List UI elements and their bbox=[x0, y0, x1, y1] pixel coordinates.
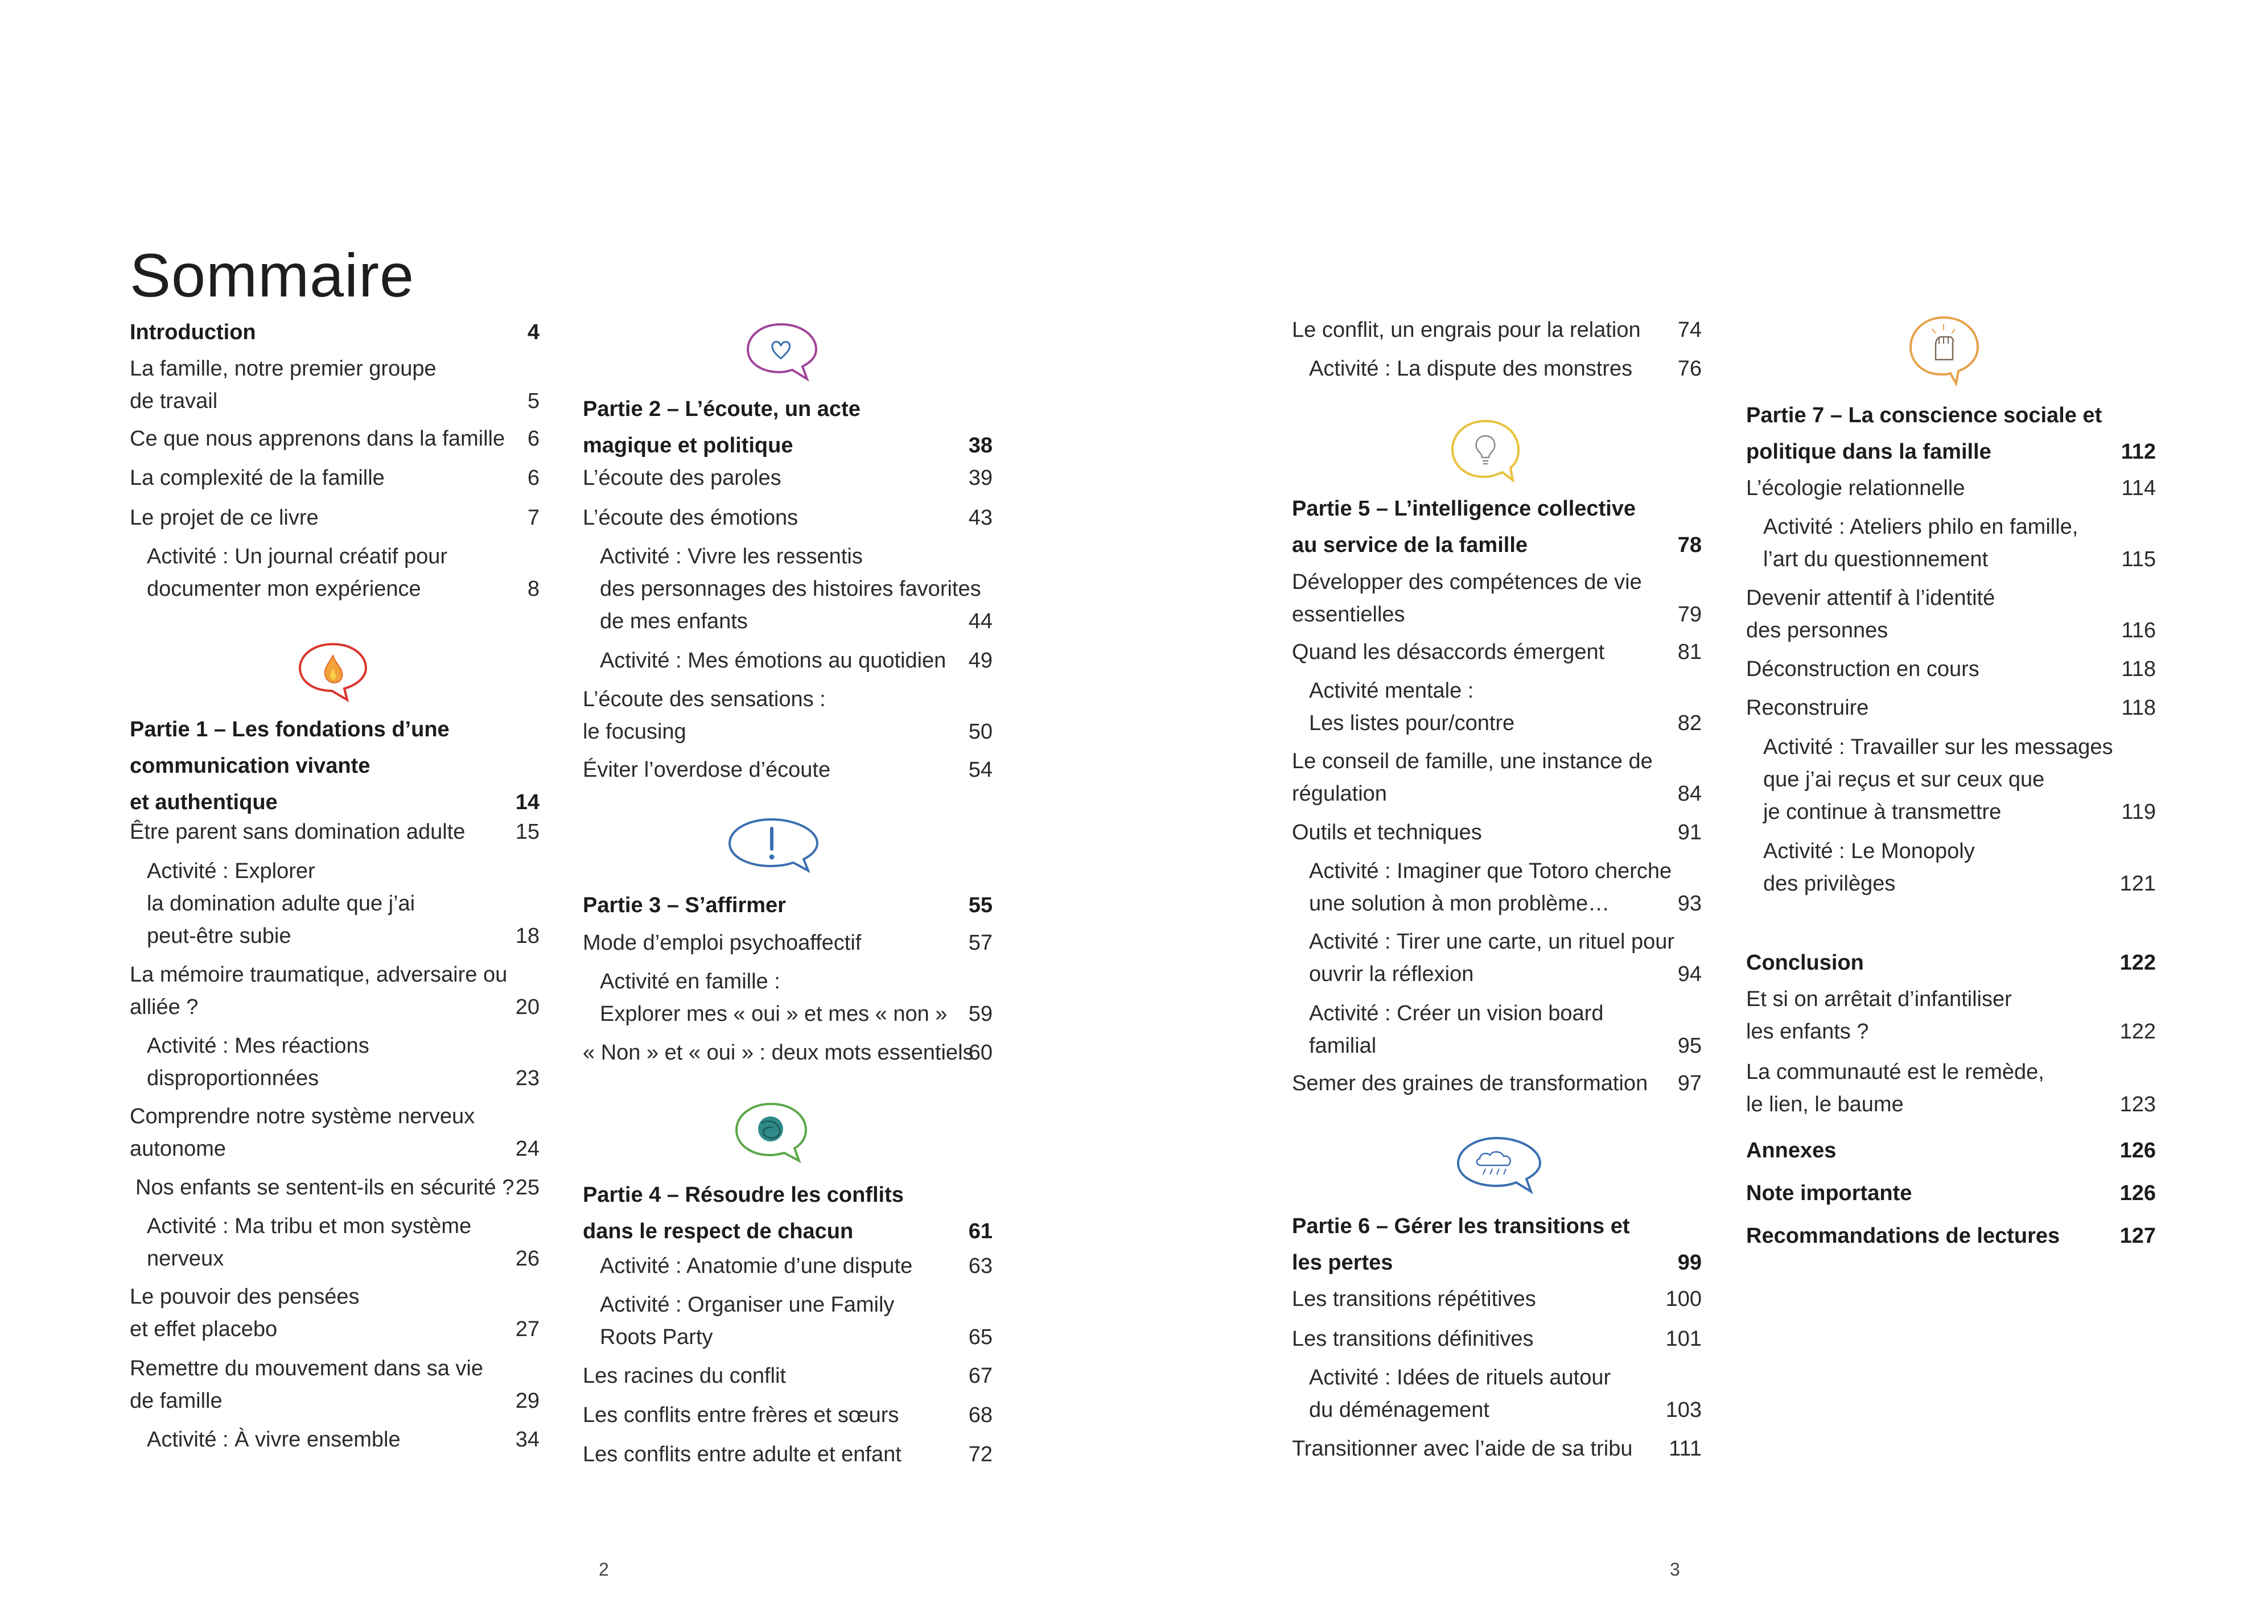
toc-entry-text: les pertes bbox=[1292, 1251, 1393, 1275]
toc-entry-text: L’écoute des émotions bbox=[583, 506, 798, 530]
toc-page-number: 14 bbox=[515, 790, 540, 814]
toc-page-number: 23 bbox=[515, 1066, 540, 1090]
toc-entry-text: Les transitions répétitives bbox=[1292, 1287, 1536, 1311]
toc-entry-text: le focusing bbox=[583, 720, 686, 744]
toc-entry-text: Développer des compétences de vie bbox=[1292, 570, 1642, 594]
toc-entry-text: Roots Party bbox=[600, 1325, 713, 1349]
toc-page-number: 91 bbox=[1677, 821, 1702, 844]
scribble-speech-bubble-icon bbox=[728, 1098, 814, 1167]
toc-activity-entry[interactable] bbox=[1292, 675, 1702, 740]
toc-entry[interactable] bbox=[583, 1438, 993, 1471]
toc-entry-text: Activité : Explorer bbox=[147, 859, 315, 883]
toc-entry-text: Activité : Ateliers philo en famille, bbox=[1763, 515, 2078, 539]
toc-section-heading[interactable] bbox=[130, 314, 540, 351]
toc-entry-text: peut-être subie bbox=[147, 924, 291, 948]
toc-activity-entry[interactable] bbox=[130, 855, 540, 953]
toc-activity-entry[interactable] bbox=[1292, 353, 1702, 385]
toc-entry-text: L’écoute des paroles bbox=[583, 466, 781, 490]
toc-page-number: 27 bbox=[515, 1317, 540, 1341]
toc-entry-text: documenter mon expérience bbox=[147, 577, 421, 601]
toc-page-number: 93 bbox=[1677, 892, 1702, 916]
toc-entry[interactable] bbox=[583, 683, 993, 748]
toc-entry-text: Devenir attentif à l’identité bbox=[1746, 586, 1995, 610]
toc-entry-text: Introduction bbox=[130, 320, 256, 344]
toc-activity-entry[interactable] bbox=[1292, 1362, 1702, 1427]
toc-page-number: 5 bbox=[527, 389, 540, 413]
toc-entry-text: Les transitions définitives bbox=[1292, 1327, 1534, 1351]
toc-page-number: 118 bbox=[2121, 696, 2156, 720]
toc-page-number: 97 bbox=[1677, 1071, 1702, 1095]
toc-page-number: 6 bbox=[527, 427, 540, 451]
toc-entry[interactable] bbox=[130, 1100, 540, 1165]
toc-entry[interactable] bbox=[583, 502, 993, 534]
toc-entry-text: autonome bbox=[130, 1137, 227, 1161]
toc-entry-text: Activité : Vivre les ressentis bbox=[600, 545, 863, 568]
toc-page-number: 99 bbox=[1677, 1251, 1702, 1275]
toc-entry-text: de travail bbox=[130, 389, 218, 413]
toc-entry-text: Activité : Anatomie d’une dispute bbox=[600, 1254, 913, 1278]
toc-entry-text: des privilèges bbox=[1763, 872, 1896, 896]
toc-entry-text: au service de la famille bbox=[1292, 533, 1528, 557]
toc-page-number: 122 bbox=[2119, 951, 2156, 975]
toc-entry[interactable] bbox=[130, 816, 540, 848]
toc-activity-entry[interactable] bbox=[130, 1424, 540, 1456]
toc-entry-text: de famille bbox=[130, 1389, 223, 1413]
toc-entry-text: Comprendre notre système nerveux bbox=[130, 1104, 475, 1128]
toc-entry-text: Activité : Mes réactions bbox=[147, 1034, 369, 1058]
toc-entry[interactable] bbox=[1292, 314, 1702, 347]
toc-entry-text: Partie 2 – L’écoute, un acte bbox=[583, 397, 861, 421]
toc-entry[interactable] bbox=[1292, 1283, 1702, 1316]
toc-entry-text: La mémoire traumatique, adversaire ou bbox=[130, 963, 508, 987]
toc-entry-text: du déménagement bbox=[1309, 1398, 1489, 1422]
toc-entry-text: une solution à mon problème… bbox=[1309, 892, 1610, 916]
toc-entry-text: Activité : Ma tribu et mon système bbox=[147, 1214, 472, 1238]
toc-entry-text: Partie 3 – S’affirmer bbox=[583, 893, 786, 917]
toc-entry[interactable] bbox=[1292, 1433, 1702, 1465]
toc-page-number: 68 bbox=[968, 1403, 993, 1427]
toc-entry-text: Activité mentale : bbox=[1309, 679, 1474, 703]
toc-entry[interactable] bbox=[130, 502, 540, 534]
toc-page-number: 65 bbox=[968, 1325, 993, 1349]
toc-entry[interactable] bbox=[583, 1037, 993, 1069]
toc-entry-text: Activité : Créer un vision board bbox=[1309, 1001, 1604, 1025]
toc-entry-text: de mes enfants bbox=[600, 609, 748, 633]
toc-entry[interactable] bbox=[1746, 692, 2156, 724]
toc-entry[interactable] bbox=[583, 462, 993, 494]
toc-page-number: 114 bbox=[2121, 476, 2156, 500]
toc-entry[interactable] bbox=[583, 1360, 993, 1392]
toc-entry-text: Reconstruire bbox=[1746, 696, 1869, 720]
toc-entry[interactable] bbox=[583, 927, 993, 959]
heart-speech-bubble-icon bbox=[740, 319, 825, 384]
toc-page-number: 29 bbox=[515, 1389, 540, 1413]
toc-activity-entry[interactable] bbox=[1292, 926, 1702, 991]
toc-entry[interactable] bbox=[583, 754, 993, 786]
toc-entry-text: Activité en famille : bbox=[600, 970, 780, 994]
toc-entry-text: Les racines du conflit bbox=[583, 1364, 786, 1388]
toc-entry[interactable] bbox=[1292, 566, 1702, 631]
toc-page-number: 79 bbox=[1677, 603, 1702, 626]
toc-entry-text: des personnages des histoires favorites bbox=[600, 577, 981, 601]
toc-activity-entry[interactable] bbox=[583, 541, 993, 638]
toc-page-number: 57 bbox=[968, 931, 993, 955]
toc-page-number: 126 bbox=[2119, 1139, 2156, 1163]
toc-entry-text: Recommandations de lectures bbox=[1746, 1224, 2060, 1248]
toc-section-heading[interactable] bbox=[583, 391, 993, 464]
toc-entry[interactable] bbox=[1292, 745, 1702, 810]
toc-entry[interactable] bbox=[130, 1172, 540, 1204]
toc-page-number: 6 bbox=[527, 466, 540, 490]
toc-entry-text: des personnes bbox=[1746, 619, 1888, 642]
toc-section-heading[interactable] bbox=[583, 887, 993, 924]
toc-page-number: 39 bbox=[968, 466, 993, 490]
toc-entry-text: Remettre du mouvement dans sa vie bbox=[130, 1357, 483, 1380]
toc-entry-text: Activité : La dispute des monstres bbox=[1309, 357, 1633, 381]
toc-entry-text: Activité : Imaginer que Totoro cherche bbox=[1309, 859, 1672, 883]
toc-entry[interactable] bbox=[1292, 1067, 1702, 1100]
toc-page-number: 61 bbox=[968, 1219, 993, 1243]
toc-page-number: 67 bbox=[968, 1364, 993, 1388]
toc-entry-text: alliée ? bbox=[130, 995, 199, 1019]
toc-entry-text: Le conseil de famille, une instance de bbox=[1292, 749, 1653, 773]
toc-entry-text: l’art du questionnement bbox=[1763, 547, 1989, 571]
toc-entry-text: Activité : Travailler sur les messages bbox=[1763, 735, 2113, 759]
toc-page-number: 122 bbox=[2119, 1020, 2156, 1044]
toc-page-number: 115 bbox=[2121, 547, 2156, 571]
toc-section-heading[interactable] bbox=[1746, 397, 2156, 470]
toc-entry-text: Conclusion bbox=[1746, 951, 1864, 975]
toc-page-number: 82 bbox=[1677, 711, 1702, 735]
toc-entry-text: Explorer mes « oui » et mes « non » bbox=[600, 1002, 948, 1026]
toc-page-number: 49 bbox=[968, 649, 993, 673]
toc-activity-entry[interactable] bbox=[1746, 511, 2156, 576]
fist-speech-bubble-icon bbox=[1904, 312, 1986, 386]
toc-entry-text: Activité : Tirer une carte, un rituel pour bbox=[1309, 930, 1675, 954]
raincloud-speech-bubble-icon bbox=[1451, 1132, 1548, 1198]
toc-entry-text: dans le respect de chacun bbox=[583, 1219, 854, 1243]
toc-entry[interactable] bbox=[1746, 472, 2156, 505]
toc-activity-entry[interactable] bbox=[583, 1289, 993, 1354]
toc-entry[interactable] bbox=[130, 959, 540, 1024]
toc-page-number: 54 bbox=[968, 758, 993, 782]
toc-entry-text: Nos enfants se sentent-ils en sécurité ? bbox=[135, 1176, 514, 1200]
toc-page-number: 7 bbox=[527, 506, 540, 530]
toc-page-number: 26 bbox=[515, 1247, 540, 1271]
toc-page-number: 81 bbox=[1677, 640, 1702, 664]
toc-page-number: 20 bbox=[515, 995, 540, 1019]
toc-entry-text: nerveux bbox=[147, 1247, 224, 1271]
toc-section-heading[interactable] bbox=[1746, 1175, 2156, 1211]
toc-page-number: 38 bbox=[968, 434, 993, 457]
toc-entry-text: Ce que nous apprenons dans la famille bbox=[130, 427, 505, 451]
toc-page-number: 76 bbox=[1677, 357, 1702, 381]
toc-entry-text: Mode d’emploi psychoaffectif bbox=[583, 931, 862, 955]
exclamation-speech-bubble-icon bbox=[723, 814, 825, 876]
toc-entry-text: et effet placebo bbox=[130, 1317, 278, 1341]
toc-page-number: 78 bbox=[1677, 533, 1702, 557]
toc-activity-entry[interactable] bbox=[1746, 835, 2156, 900]
toc-entry-text: Être parent sans domination adulte bbox=[130, 820, 466, 844]
toc-entry-text: magique et politique bbox=[583, 434, 793, 457]
toc-entry-text: et authentique bbox=[130, 790, 278, 814]
toc-entry-text: Partie 1 – Les fondations d’une bbox=[130, 718, 450, 741]
toc-page-number: 15 bbox=[515, 820, 540, 844]
toc-section-heading[interactable] bbox=[583, 1177, 993, 1250]
toc-entry[interactable] bbox=[130, 423, 540, 455]
flame-speech-bubble-icon bbox=[293, 638, 373, 704]
toc-entry-text: Note importante bbox=[1746, 1181, 1912, 1205]
toc-page-number: 103 bbox=[1665, 1398, 1702, 1422]
toc-entry-text: ouvrir la réflexion bbox=[1309, 962, 1474, 986]
toc-entry-text: La complexité de la famille bbox=[130, 466, 385, 490]
page-number-right: 3 bbox=[1670, 1559, 1680, 1580]
toc-entry[interactable] bbox=[1746, 1056, 2156, 1121]
toc-page-number: 116 bbox=[2121, 619, 2156, 642]
toc-entry-text: Partie 6 – Gérer les transitions et bbox=[1292, 1214, 1630, 1238]
toc-section-heading[interactable] bbox=[1746, 1132, 2156, 1169]
toc-page-number: 123 bbox=[2119, 1093, 2156, 1116]
toc-entry[interactable] bbox=[1292, 1323, 1702, 1355]
toc-entry[interactable] bbox=[1746, 653, 2156, 686]
toc-entry-text: L’écologie relationnelle bbox=[1746, 476, 1965, 500]
page-number-left: 2 bbox=[599, 1559, 609, 1580]
toc-entry-text: La famille, notre premier groupe bbox=[130, 357, 437, 381]
toc-section-heading[interactable] bbox=[130, 711, 540, 821]
toc-activity-entry[interactable] bbox=[583, 645, 993, 677]
toc-entry-text: la domination adulte que j’ai bbox=[147, 892, 415, 916]
toc-page-number: 50 bbox=[968, 720, 993, 744]
toc-entry-text: Activité : Le Monopoly bbox=[1763, 839, 1975, 863]
toc-entry-text: « Non » et « oui » : deux mots essentiels bbox=[583, 1041, 974, 1065]
toc-page-number: 111 bbox=[1669, 1437, 1702, 1461]
toc-activity-entry[interactable] bbox=[1292, 855, 1702, 920]
toc-activity-entry[interactable] bbox=[1292, 998, 1702, 1062]
toc-entry-text: que j’ai reçus et sur ceux que bbox=[1763, 768, 2045, 792]
toc-activity-entry[interactable] bbox=[130, 541, 540, 605]
toc-entry[interactable] bbox=[130, 1281, 540, 1346]
toc-entry[interactable] bbox=[1746, 582, 2156, 647]
toc-entry-text: Semer des graines de transformation bbox=[1292, 1071, 1648, 1095]
toc-entry-text: je continue à transmettre bbox=[1763, 800, 2002, 824]
toc-entry-text: Les conflits entre frères et sœurs bbox=[583, 1403, 899, 1427]
toc-section-heading[interactable] bbox=[1292, 1208, 1702, 1281]
toc-entry[interactable] bbox=[1292, 817, 1702, 849]
toc-entry-text: Éviter l’overdose d’écoute bbox=[583, 758, 831, 782]
toc-entry-text: Le projet de ce livre bbox=[130, 506, 319, 530]
toc-entry-text: les enfants ? bbox=[1746, 1020, 1869, 1044]
toc-entry-text: Le conflit, un engrais pour la relation bbox=[1292, 318, 1641, 342]
toc-entry-text: régulation bbox=[1292, 782, 1387, 806]
toc-page-number: 44 bbox=[968, 609, 993, 633]
toc-entry-text: Partie 7 – La conscience sociale et bbox=[1746, 403, 2102, 427]
toc-entry-text: Et si on arrêtait d’infantiliser bbox=[1746, 987, 2012, 1011]
toc-entry-text: Activité : Idées de rituels autour bbox=[1309, 1366, 1611, 1390]
toc-entry-text: Partie 5 – L’intelligence collective bbox=[1292, 497, 1636, 521]
toc-entry-text: Annexes bbox=[1746, 1139, 1837, 1163]
toc-activity-entry[interactable] bbox=[1746, 731, 2156, 829]
toc-entry[interactable] bbox=[130, 1353, 540, 1417]
toc-page-number: 127 bbox=[2119, 1224, 2156, 1248]
toc-entry-text: Le pouvoir des pensées bbox=[130, 1285, 360, 1309]
toc-activity-entry[interactable] bbox=[130, 1030, 540, 1095]
toc-page-number: 4 bbox=[527, 320, 540, 344]
toc-page-number: 24 bbox=[515, 1137, 540, 1161]
toc-entry-text: La communauté est le remède, bbox=[1746, 1060, 2044, 1084]
toc-page-number: 101 bbox=[1665, 1327, 1702, 1351]
toc-activity-entry[interactable] bbox=[130, 1210, 540, 1275]
toc-entry-text: Activité : Un journal créatif pour bbox=[147, 545, 448, 568]
page-title: Sommaire bbox=[130, 241, 415, 310]
toc-entry[interactable] bbox=[1292, 636, 1702, 669]
toc-entry-text: familial bbox=[1309, 1034, 1377, 1058]
toc-section-heading[interactable] bbox=[1746, 945, 2156, 981]
toc-page-number: 119 bbox=[2121, 800, 2156, 824]
toc-page-number: 126 bbox=[2119, 1181, 2156, 1205]
toc-page-number: 34 bbox=[515, 1428, 540, 1452]
toc-page-number: 25 bbox=[515, 1176, 540, 1200]
toc-page-number: 8 bbox=[527, 577, 540, 601]
toc-entry-text: communication vivante bbox=[130, 754, 371, 778]
toc-entry-text: Transitionner avec l’aide de sa tribu bbox=[1292, 1437, 1633, 1461]
toc-page-number: 74 bbox=[1677, 318, 1702, 342]
toc-entry-text: politique dans la famille bbox=[1746, 440, 1991, 464]
toc-section-heading[interactable] bbox=[1746, 1218, 2156, 1254]
toc-entry[interactable] bbox=[130, 353, 540, 418]
toc-entry-text: disproportionnées bbox=[147, 1066, 319, 1090]
toc-page-number: 95 bbox=[1677, 1034, 1702, 1058]
toc-entry-text: Outils et techniques bbox=[1292, 821, 1482, 844]
toc-page-number: 118 bbox=[2121, 657, 2156, 681]
toc-page-number: 43 bbox=[968, 506, 993, 530]
toc-entry-text: Partie 4 – Résoudre les conflits bbox=[583, 1183, 904, 1207]
toc-page-number: 94 bbox=[1677, 962, 1702, 986]
toc-page-number: 18 bbox=[515, 924, 540, 948]
toc-entry-text: L’écoute des sensations : bbox=[583, 687, 826, 711]
toc-activity-entry[interactable] bbox=[583, 1250, 993, 1283]
lightbulb-speech-bubble-icon bbox=[1446, 415, 1525, 487]
toc-activity-entry[interactable] bbox=[583, 966, 993, 1031]
toc-page-number: 100 bbox=[1665, 1287, 1702, 1311]
toc-entry-text: Quand les désaccords émergent bbox=[1292, 640, 1605, 664]
toc-entry[interactable] bbox=[130, 462, 540, 494]
toc-entry-text: Les listes pour/contre bbox=[1309, 711, 1515, 735]
toc-entry-text: Activité : Organiser une Family bbox=[600, 1293, 895, 1317]
toc-entry[interactable] bbox=[583, 1399, 993, 1432]
toc-page-number: 72 bbox=[968, 1442, 993, 1466]
toc-entry-text: Déconstruction en cours bbox=[1746, 657, 1979, 681]
toc-entry-text: Activité : À vivre ensemble bbox=[147, 1428, 401, 1452]
toc-page-number: 121 bbox=[2119, 872, 2156, 896]
toc-entry-text: Activité : Mes émotions au quotidien bbox=[600, 649, 946, 673]
toc-entry-text: essentielles bbox=[1292, 603, 1405, 626]
toc-page-number: 63 bbox=[968, 1254, 993, 1278]
toc-entry-text: le lien, le baume bbox=[1746, 1093, 1904, 1116]
toc-page-number: 55 bbox=[968, 893, 993, 917]
toc-page-number: 84 bbox=[1677, 782, 1702, 806]
toc-page-number: 112 bbox=[2121, 440, 2156, 464]
toc-page-number: 59 bbox=[968, 1002, 993, 1026]
toc-entry[interactable] bbox=[1746, 983, 2156, 1048]
toc-page-number: 60 bbox=[968, 1041, 993, 1065]
toc-section-heading[interactable] bbox=[1292, 491, 1702, 563]
toc-entry-text: Les conflits entre adulte et enfant bbox=[583, 1442, 902, 1466]
